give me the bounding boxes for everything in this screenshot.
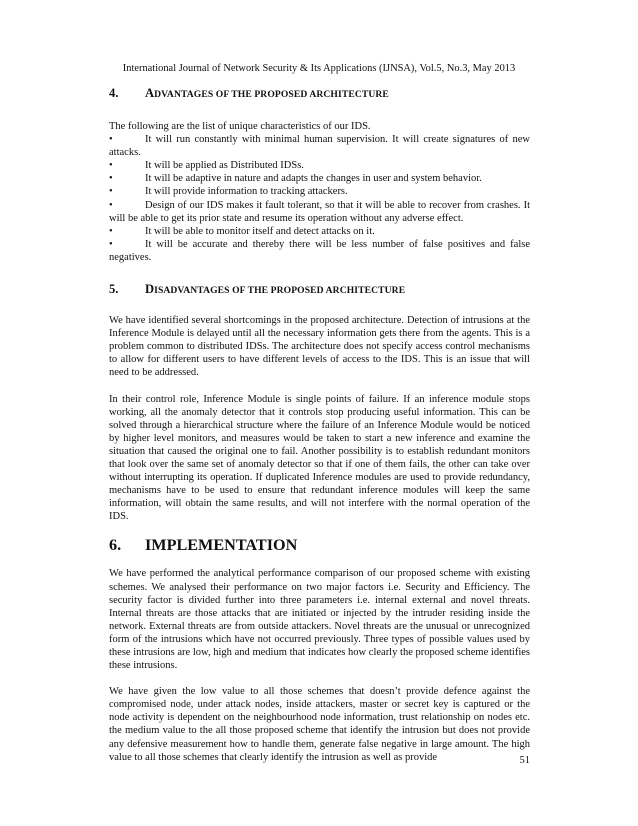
section-6-number: 6. bbox=[109, 536, 122, 555]
section-6-paragraph-2: We have given the low value to all those schemes that doesn’t provide defence against the compromised node, under attack nodes, inside attackers, master or secret key is captured or the node activity is dependent on the neighbourhood node information, trust relationship on nodes etc. the medium value to the all those proposed scheme that identify the intrusion but does not provide any defensive measurement how to handle them, generate false negative in large amount. The high value to all those schemes that clearly identify the intrusion as well as provide bbox=[109, 686, 530, 763]
bullet-icon: • bbox=[109, 186, 113, 198]
section-6-paragraph-1: We have performed the analytical performance comparison of our proposed scheme with existing schemes. We analysed their performance on two major factors i.e. Security and Efficiency. The security factor is divided further into three parameters i.e. internal external and novel threats. Internal threats are those attacks that are initiated or injected by the intruder residing inside the network. External threats are from outside attackers. Novel threats are the unusual or unrecognized form of the intrusions which have not occurred previously. Three types of possible values used by these intrusions are low, high and medium that indicates how clearly the proposed scheme identifies these intrusions. bbox=[109, 568, 530, 672]
section-5-paragraph-2: In their control role, Inference Module is single points of failure. If an inference module stops working, all the anomaly detector that it controls stop producing useful information. This can be solved through a hierarchical structure where the failure of an Inference Module would be noticed by higher level monitors, and measures would be taken to start a new inference and examine the situation that caused the original one to fail. Another possibility is to establish redundant monitors that look over the same set of anomaly detector so that if one of them fails, the other can take over without interrupting its operation. If duplicated Inference modules are used to provide redundancy, mechanisms have to be used to ensure that redundant inference modules will keep the same information, will obtain the same results, and will not interfere with the normal operation of the IDS. bbox=[109, 393, 530, 523]
bullet-icon: • bbox=[109, 173, 113, 185]
section-5-number: 5. bbox=[109, 282, 119, 297]
section-5-heading bbox=[109, 282, 530, 297]
section-5-paragraph-1: We have identified several shortcomings in the proposed architecture. Detection of intrusions at the Inference Module is delayed until all the necessary information gets there from the agents. This is a problem common to distributed IDSs. The architecture does not specify access control mechanisms to allow for different users to have different levels of access to the IDS. This is an issue that will need to be addressed. bbox=[109, 315, 530, 379]
list-item: • It will be applied as Distributed IDSs. bbox=[109, 160, 304, 172]
section-5-title: DISADVANTAGES OF THE PROPOSED ARCHITECTURE bbox=[145, 282, 406, 297]
section-4-title: ADVANTAGES OF THE PROPOSED ARCHITECTURE bbox=[145, 86, 389, 100]
list-item: • Design of our IDS makes it fault tolerant, so that it will be able to recover from crashes. It will be able to get its prior state and resume its operation without any adverse effect. bbox=[109, 199, 530, 224]
bullet-icon: • bbox=[109, 225, 113, 237]
page-number: 51 bbox=[519, 755, 530, 766]
section-6-heading bbox=[109, 536, 530, 555]
advantages-list bbox=[109, 133, 530, 264]
list-item: • It will be able to monitor itself and detect attacks on it. bbox=[109, 225, 375, 237]
bullet-icon: • bbox=[109, 238, 113, 250]
section-6-title: IMPLEMENTATION bbox=[145, 536, 298, 555]
section-4-number: 4. bbox=[109, 86, 119, 100]
bullet-icon: • bbox=[109, 160, 113, 172]
list-item: • It will be adaptive in nature and adapts the changes in user and system behavior. bbox=[109, 173, 482, 185]
list-item: • It will run constantly with minimal human supervision. It will create signatures of new attacks. bbox=[109, 134, 530, 159]
section-4-heading bbox=[109, 86, 530, 101]
running-header: International Journal of Network Security & Its Applications (IJNSA), Vol.5, No.3, May 2013 bbox=[122, 63, 516, 74]
list-item: • It will provide information to tracking attackers. bbox=[109, 186, 348, 198]
bullet-icon: • bbox=[109, 134, 113, 146]
section-4-intro: The following are the list of unique characteristics of our IDS. bbox=[109, 121, 371, 132]
bullet-icon: • bbox=[109, 199, 113, 211]
list-item: • It will be accurate and thereby there will be less number of false positives and false negatives. bbox=[109, 238, 530, 263]
page-content bbox=[109, 86, 530, 764]
